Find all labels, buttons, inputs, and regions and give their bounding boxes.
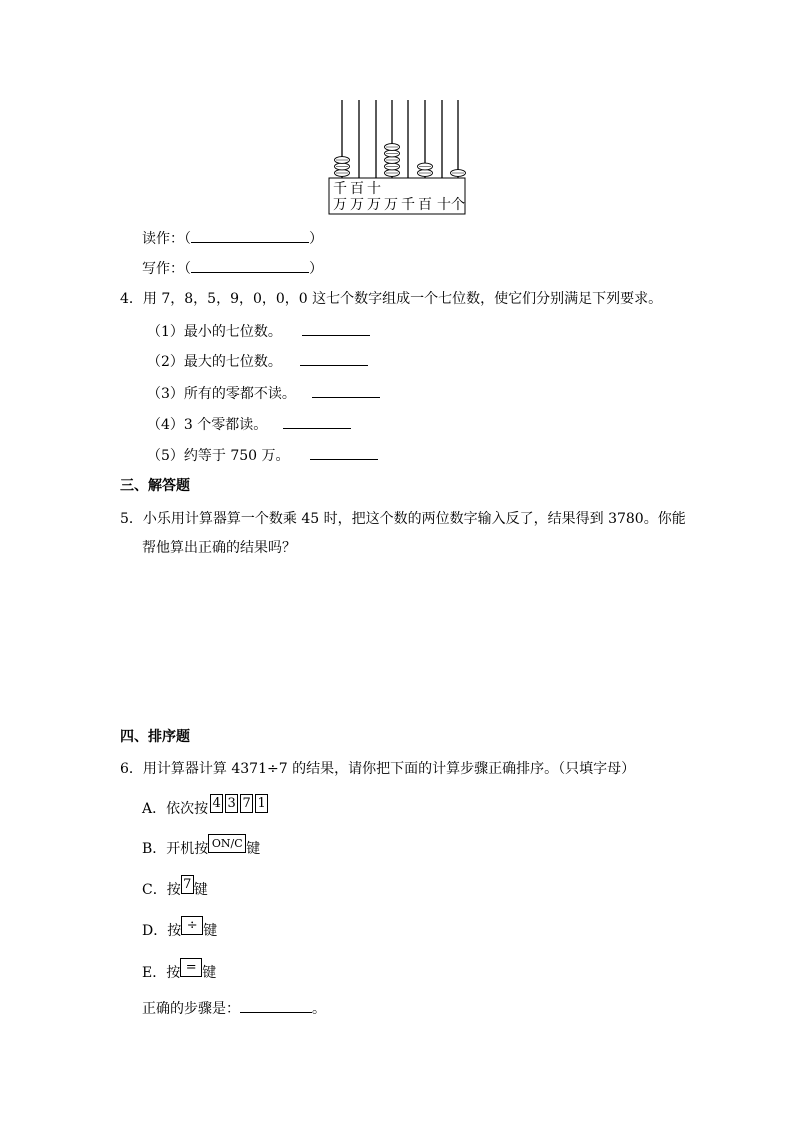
q4-item-4 (147, 415, 351, 434)
q4-item-4-text: （4）3 个零都读。 (147, 417, 268, 433)
q4-item-5-blank[interactable] (310, 446, 378, 460)
q4-item-3 (147, 384, 380, 403)
q4-item-5 (147, 446, 378, 465)
abacus-label-bai: 百 (418, 197, 432, 213)
key-4: 4 (210, 794, 223, 813)
q4-item-1-text: （1）最小的七位数。 (147, 324, 282, 340)
q6-answer-end: 。 (312, 1001, 326, 1017)
key-divide: ÷ (181, 916, 203, 935)
abacus-figure (320, 96, 470, 216)
q6-stem: 6．用计算器计算 4371÷7 的结果，请你把下面的计算步骤正确排序。（只填字母） (120, 761, 636, 777)
section-4-title: 四、排序题 (120, 729, 190, 745)
key-7-single: 7 (181, 875, 194, 894)
abacus-label-qian: 千 (401, 197, 415, 213)
key-7: 7 (240, 794, 253, 813)
section-3-title: 三、解答题 (120, 478, 190, 494)
abacus-label-wan-1: 万 (333, 197, 347, 213)
read-as-label: 读作：（ (142, 231, 191, 247)
q4-item-2-blank[interactable] (300, 352, 368, 366)
key-3: 3 (225, 794, 238, 813)
q6-option-d-label: D．按 (142, 923, 182, 939)
q5-line-1: 5．小乐用计算器算一个数乘 45 时，把这个数的两位数字输入反了，结果得到 3780。你能 (120, 511, 686, 527)
abacus-label-ge: 个 (451, 197, 465, 213)
q4-stem: 4．用 7，8，5，9，0，0，0 这七个数字组成一个七位数，使它们分别满足下列要求。 (120, 291, 663, 307)
q4-item-3-text: （3）所有的零都不读。 (147, 386, 296, 402)
write-as-label: 写作：（ (142, 261, 191, 277)
q6-option-c-suffix: 键 (193, 882, 208, 898)
q6-option-b (142, 837, 261, 859)
abacus-label-bai-top: 百 (350, 181, 364, 197)
q6-option-d-suffix: 键 (203, 923, 218, 939)
read-as-blank[interactable] (191, 229, 309, 243)
q4-item-2 (147, 352, 368, 371)
q4-item-5-text: （5）约等于 750 万。 (147, 448, 290, 464)
q4-item-3-blank[interactable] (312, 384, 380, 398)
abacus-label-shi-top: 十 (367, 181, 381, 197)
q6-option-b-label: B．开机按 (142, 841, 209, 857)
abacus-label-wan-2: 万 (350, 197, 364, 213)
q6-option-a (142, 796, 268, 819)
q4-item-4-blank[interactable] (283, 415, 351, 429)
q4-item-1-blank[interactable] (302, 322, 370, 336)
q6-option-c (142, 877, 208, 900)
read-as-close: ） (309, 231, 323, 247)
q6-option-d (142, 918, 218, 941)
q6-option-c-label: C．按 (142, 882, 181, 898)
key-on-c: ON/C (208, 834, 246, 853)
write-as-blank[interactable] (191, 259, 309, 273)
key-1: 1 (255, 794, 268, 813)
q6-answer-line (142, 999, 326, 1018)
abacus-label-shi: 十 (437, 197, 451, 213)
abacus-label-wan-3: 万 (367, 197, 381, 213)
q4-item-1 (147, 322, 370, 341)
read-as-line (142, 229, 323, 248)
q5-answer-area[interactable] (142, 565, 662, 715)
abacus-label-wan-4: 万 (384, 197, 398, 213)
q6-option-e (142, 960, 217, 983)
write-as-line (142, 259, 323, 278)
write-as-close: ） (309, 261, 323, 277)
key-equals: = (180, 958, 202, 977)
q6-option-e-label: E．按 (142, 965, 181, 981)
q6-option-e-suffix: 键 (202, 965, 217, 981)
q6-option-a-label: A．依次按 (142, 801, 209, 817)
q6-option-b-suffix: 键 (246, 841, 261, 857)
abacus-label-qian-top: 千 (333, 181, 347, 197)
q6-answer-blank[interactable] (240, 999, 312, 1013)
q4-item-2-text: （2）最大的七位数。 (147, 354, 282, 370)
q6-answer-label: 正确的步骤是： (142, 1001, 240, 1017)
q5-line-2: 帮他算出正确的结果吗？ (142, 540, 296, 556)
